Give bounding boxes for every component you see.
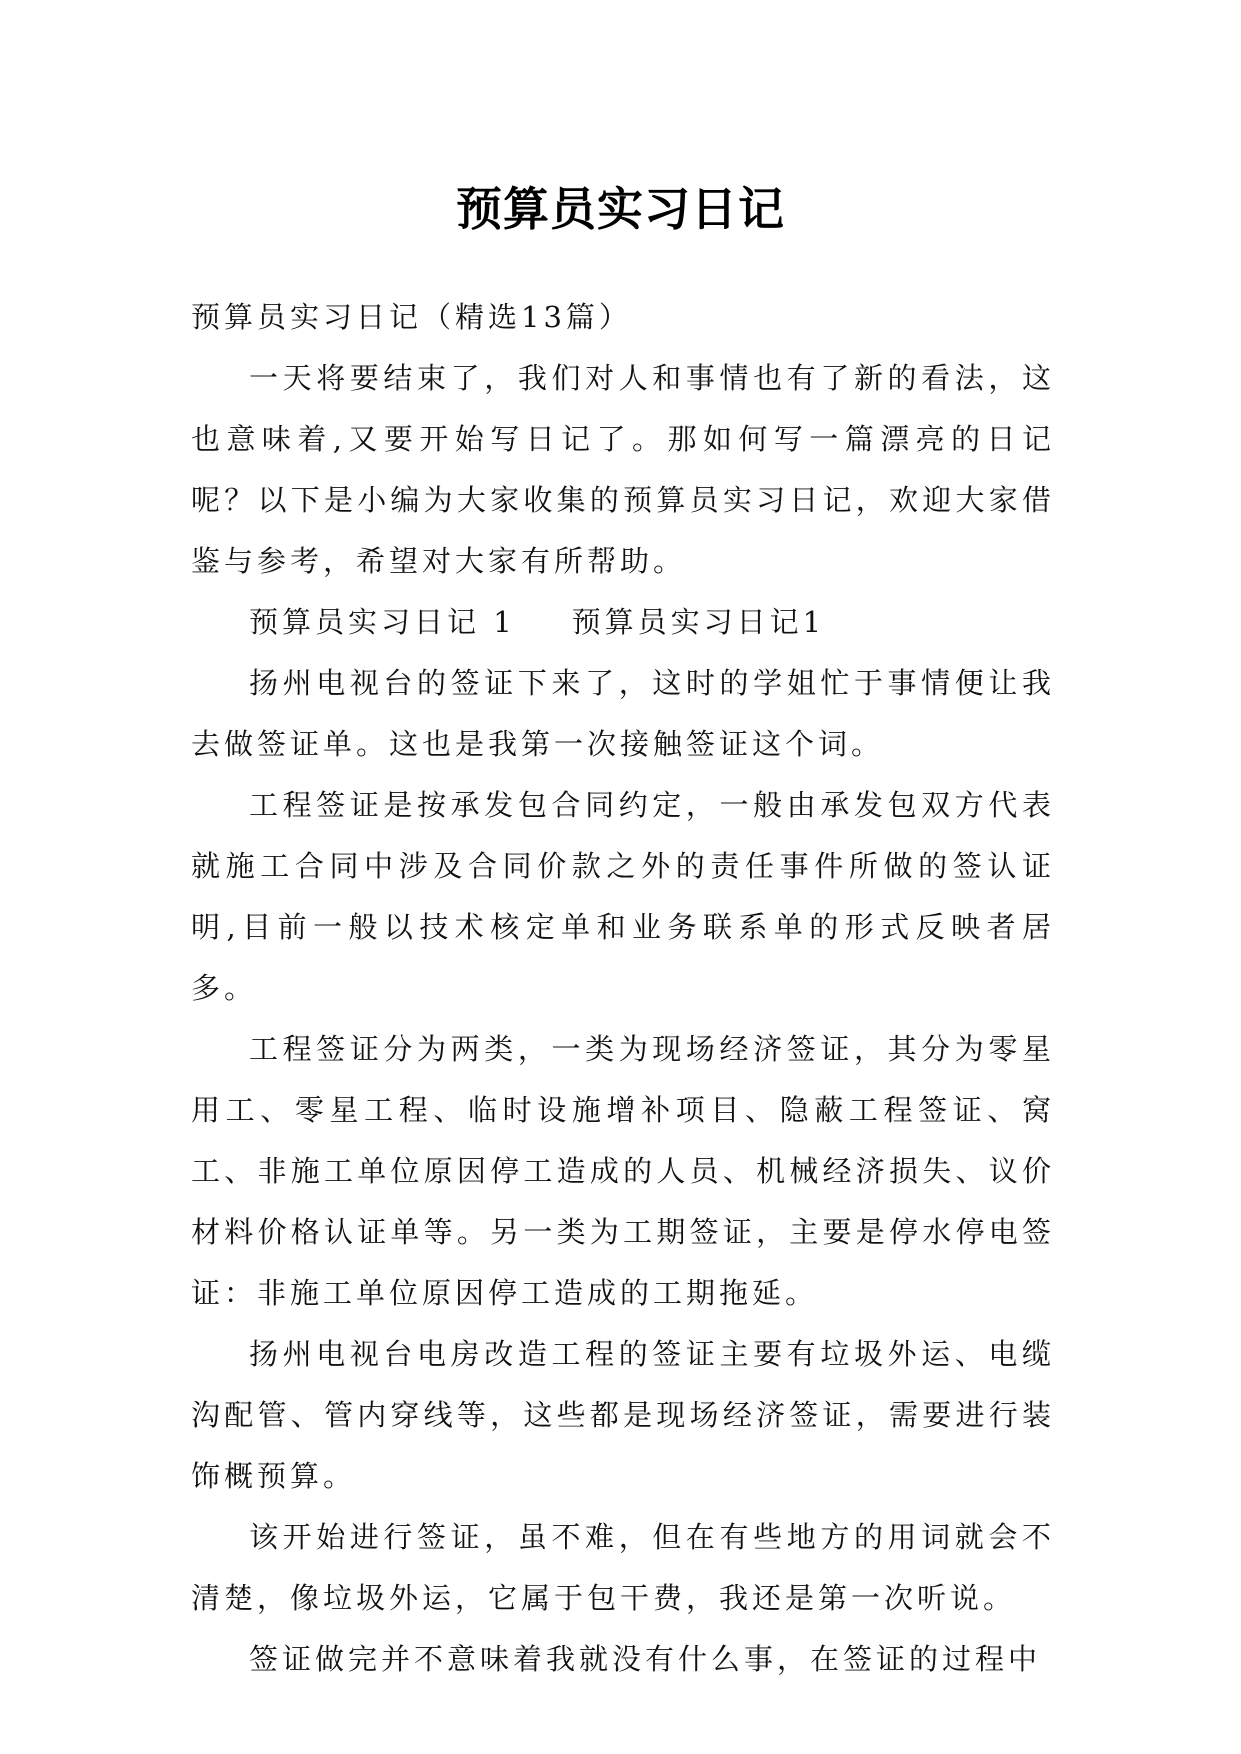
body-paragraph-6: 签证做完并不意味着我就没有什么事，在签证的过程中 [249,1642,1042,1676]
section-heading-b: 预算员实习日记1 [571,605,826,639]
body-paragraph-4: 扬州电视台电房改造工程的签证主要有垃圾外运、电缆沟配管、管内穿线等，这些都是现场经济签证，需要进行装饰概预算。 [191,1337,1055,1493]
body-paragraph-3: 工程签证分为两类，一类为现场经济签证，其分为零星用工、零星工程、临时设施增补项目、隐蔽工程签证、窝工、非施工单位原因停工造成的人员、机械经济损失、议价材料价格认证单等。另一类为工期签证，主要是停水停电签证：非施工单位原因停工造成的工期拖延。 [191,1032,1055,1310]
document-title: 预算员实习日记 [456,181,785,236]
intro-paragraph: 一天将要结束了，我们对人和事情也有了新的看法，这也意味着,又要开始写日记了。那如何写一篇漂亮的日记呢？以下是小编为大家收集的预算员实习日记，欢迎大家借鉴与参考，希望对大家有所帮助。 [191,361,1055,578]
document-subtitle: 预算员实习日记（精选13篇） [191,300,632,334]
section-heading [191,592,1055,653]
body-paragraph-5: 该开始进行签证，虽不难，但在有些地方的用词就会不清楚，像垃圾外运，它属于包干费，我还是第一次听说。 [191,1520,1055,1615]
section-heading-a: 预算员实习日记 1 [249,605,516,639]
body-paragraph-1: 扬州电视台的签证下来了，这时的学姐忙于事情便让我去做签证单。这也是我第一次接触签证这个词。 [191,666,1055,761]
document-body [191,287,1055,1690]
body-paragraph-2: 工程签证是按承发包合同约定，一般由承发包双方代表就施工合同中涉及合同价款之外的责任事件所做的签认证明,目前一般以技术核定单和业务联系单的形式反映者居多。 [191,788,1055,1005]
